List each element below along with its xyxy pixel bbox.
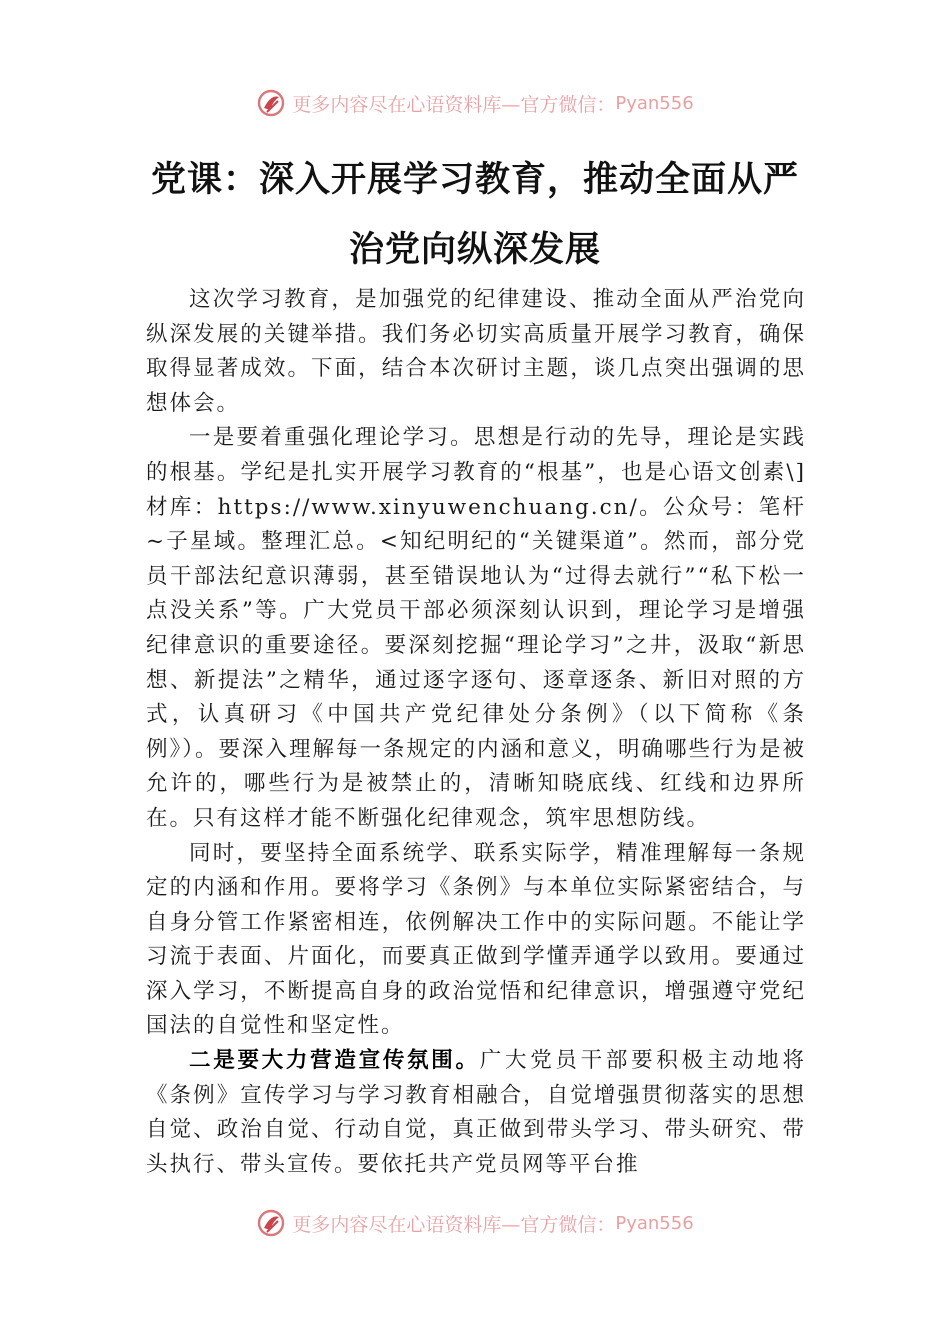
- watermark-banner-bottom: [0, 1206, 950, 1240]
- watermark-banner-top: [0, 86, 950, 120]
- paragraph-1: [146, 283, 806, 421]
- paragraph-text: 同时，要坚持全面系统学、联系实际学，精准理解每一条规定的内涵和作用。要将学习《条例》与本单位实际紧密结合，与自身分管工作紧密相连，依例解决工作中的实际问题。不能让学习流于表面、片面化，而要真正做到学懂弄通学以致用。要通过深入学习，不断提高自身的政治觉悟和纪律意识，增强遵守党纪国法的自觉性和坚定性。: [146, 840, 806, 1039]
- banner-text: 更多内容尽在心语资料库—官方微信：: [292, 93, 616, 116]
- paragraph-3: [146, 837, 806, 1045]
- paragraph-lead: 二是要大力营造宣传氛围。: [189, 1048, 480, 1074]
- document-body: [146, 283, 806, 1213]
- paragraph-4: [146, 1044, 806, 1182]
- document-title-line-2: 治党向纵深发展: [348, 229, 601, 270]
- paragraph-text: 广大党员干部要积极主动地将《条例》宣传学习与学习教育相融合，自觉增强贯彻落实的思想自觉、政治自觉、行动自觉，真正做到带头学习、带头研究、带头执行、带头宣传。要依托共产党员网等平台推: [146, 1048, 806, 1177]
- banner-wechat-id: Pyan556: [615, 92, 694, 114]
- document-title-line-1: 党课：深入开展学习教育，推动全面从严: [150, 159, 799, 200]
- ink-brush-logo-icon: [256, 88, 286, 118]
- banner-text: 更多内容尽在心语资料库—官方微信：: [292, 1213, 616, 1236]
- paragraph-2: [146, 421, 806, 836]
- paragraph-text: 这次学习教育，是加强党的纪律建设、推动全面从严治党向纵深发展的关键举措。我们务必切实高质量开展学习教育，确保取得显著成效。下面，结合本次研讨主题，谈几点突出强调的思想体会。: [146, 287, 806, 416]
- ink-brush-logo-icon: [256, 1208, 286, 1238]
- banner-wechat-id: Pyan556: [615, 1212, 694, 1234]
- paragraph-text: 一是要着重强化理论学习。思想是行动的先导，理论是实践的根基。学纪是扎实开展学习教育的“根基”，也是心语文创素\]材库：https://www.xinyuwenchuang.cn/。公众号：笔杆~子星域。整理汇总。<知纪明纪的“关键渠道”。然而，部分党员干部法纪意识薄弱，甚至错误地认为“过得去就行”“私下松一点没关系”等。广大党员干部必须深刻认识到，理论学习是增强纪律意识的重要途径。要深刻挖掘“理论学习”之井，汲取“新思想、新提法”之精华，通过逐字逐句、逐章逐条、新旧对照的方式，认真研习《中国共产党纪律处分条例》（以下简称《条例》）。要深入理解每一条规定的内涵和意义，明确哪些行为是被允许的，哪些行为是被禁止的，清晰知晓底线、红线和边界所在。只有这样才能不断强化纪律观念，筑牢思想防线。: [146, 425, 806, 831]
